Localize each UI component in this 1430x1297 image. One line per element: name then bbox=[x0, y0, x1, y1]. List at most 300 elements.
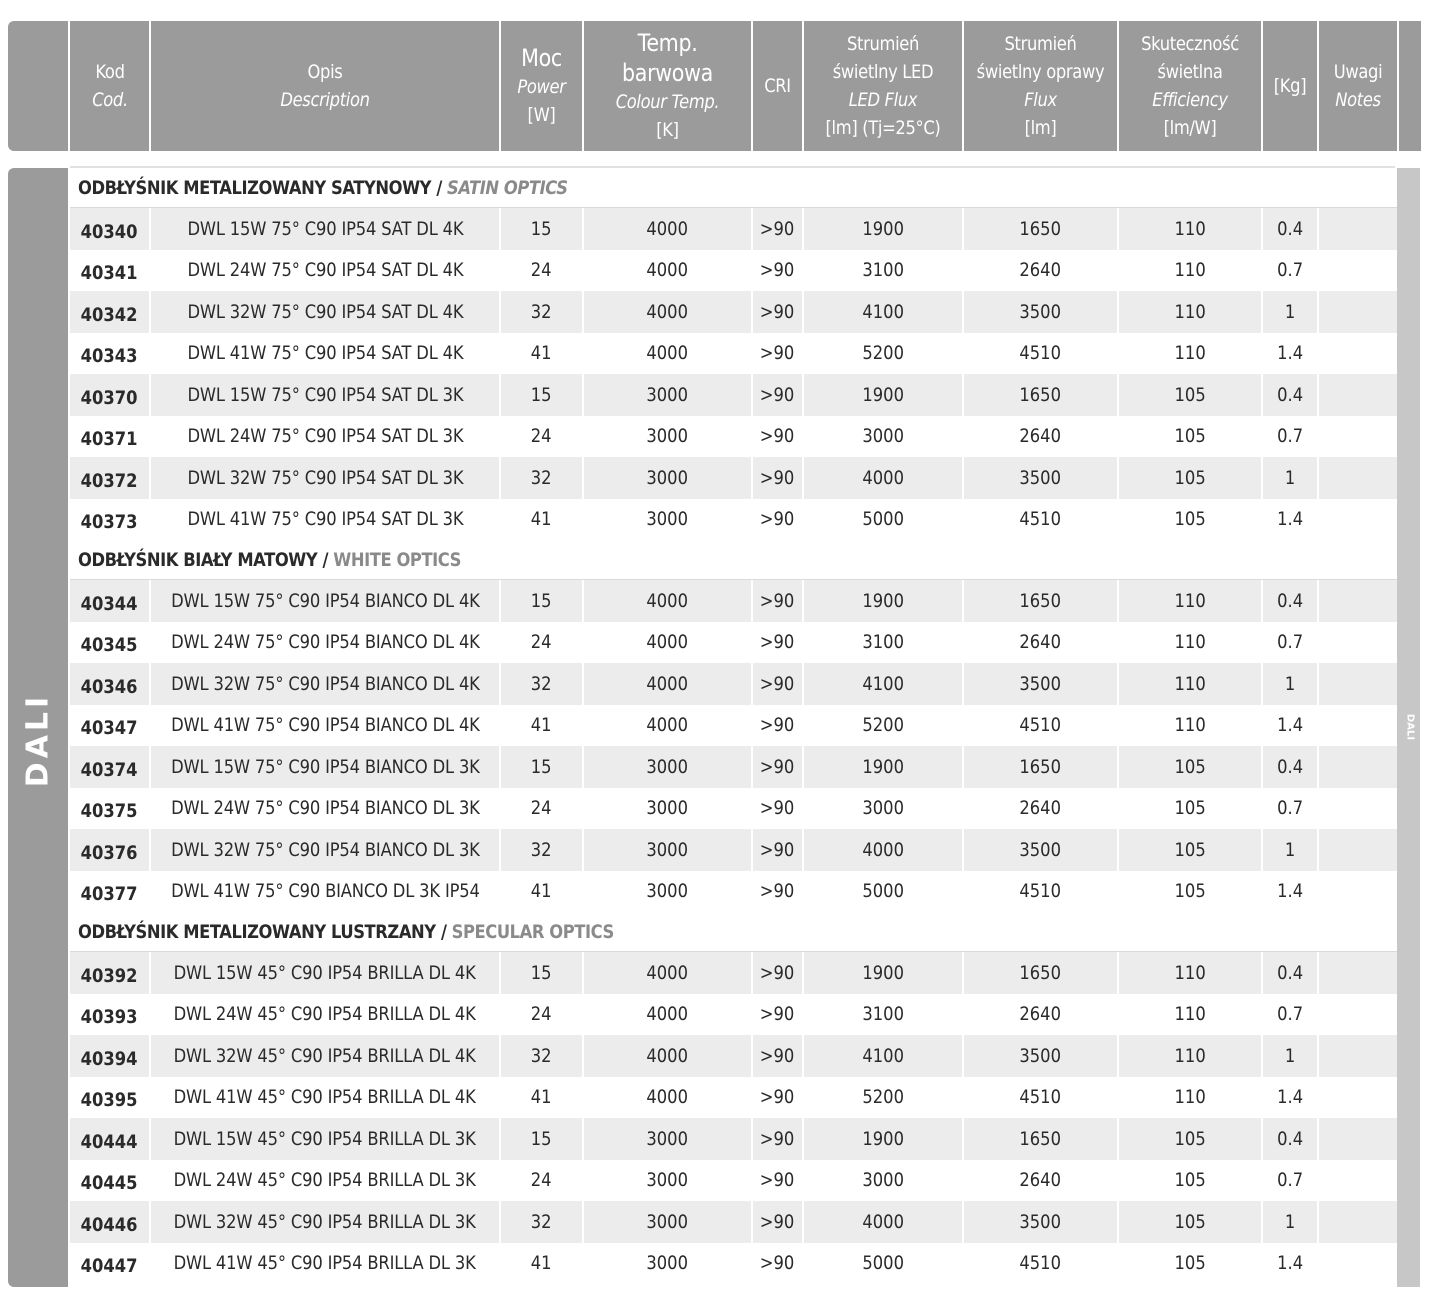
column-divider bbox=[1317, 250, 1319, 292]
cell-notes bbox=[1319, 457, 1397, 499]
column-divider bbox=[962, 457, 964, 499]
column-divider bbox=[149, 1201, 151, 1243]
column-divider bbox=[582, 746, 584, 788]
header-code-pl: Kod bbox=[95, 61, 125, 83]
cell-code bbox=[70, 705, 149, 747]
table-row bbox=[70, 1077, 1397, 1119]
column-divider bbox=[499, 746, 501, 788]
column-divider bbox=[1117, 1201, 1119, 1243]
column-divider bbox=[1261, 374, 1263, 416]
column-divider bbox=[1117, 1160, 1119, 1202]
cell-weight-text: 0.7 bbox=[1277, 797, 1303, 820]
column-divider bbox=[582, 1118, 584, 1160]
cell-description-text: DWL 15W 45° C90 IP54 BRILLA DL 3K bbox=[173, 1127, 477, 1150]
column-divider bbox=[751, 1160, 753, 1202]
column-divider bbox=[499, 994, 501, 1036]
cell-flux-text: 3500 bbox=[1019, 838, 1062, 861]
column-divider bbox=[1317, 1118, 1319, 1160]
cell-notes bbox=[1319, 333, 1397, 375]
column-divider bbox=[1117, 746, 1119, 788]
cell-code bbox=[70, 952, 149, 994]
section-title-pl: ODBŁYŚNIK METALIZOWANY LUSTRZANY / SPECULAR OPTICS bbox=[78, 920, 614, 943]
cell-efficiency-text: 105 bbox=[1174, 466, 1206, 489]
column-divider bbox=[149, 871, 151, 913]
cell-description bbox=[151, 374, 499, 416]
cell-flux bbox=[964, 1035, 1117, 1077]
cell-flux bbox=[964, 374, 1117, 416]
column-divider bbox=[962, 1243, 964, 1285]
cell-efficiency-text: 110 bbox=[1174, 1003, 1206, 1026]
column-divider bbox=[962, 705, 964, 747]
column-divider bbox=[1317, 1201, 1319, 1243]
cell-flux bbox=[964, 1201, 1117, 1243]
cell-colour-temp-text: 4000 bbox=[646, 342, 689, 365]
cell-flux-text: 4510 bbox=[1019, 1086, 1062, 1109]
cell-weight-text: 1 bbox=[1284, 838, 1296, 861]
cell-cri bbox=[753, 1118, 802, 1160]
column-divider bbox=[582, 1035, 584, 1077]
cell-power bbox=[501, 1160, 582, 1202]
cell-cri bbox=[753, 1035, 802, 1077]
column-divider bbox=[149, 1243, 151, 1285]
cell-power-text: 24 bbox=[531, 425, 552, 448]
cell-cri bbox=[753, 580, 802, 622]
cell-code bbox=[70, 994, 149, 1036]
header-colour-temp-pl: Temp. barwowa bbox=[622, 29, 713, 87]
cell-led-flux-text: 1900 bbox=[862, 961, 904, 984]
column-divider bbox=[1317, 416, 1319, 458]
cell-description-text: DWL 24W 75° C90 IP54 BIANCO DL 4K bbox=[170, 631, 480, 654]
cell-power-text: 24 bbox=[531, 1003, 552, 1026]
column-divider bbox=[962, 1118, 964, 1160]
column-divider bbox=[751, 1201, 753, 1243]
cell-flux bbox=[964, 291, 1117, 333]
cell-code-text: 40343 bbox=[81, 345, 138, 368]
column-divider bbox=[1317, 1243, 1319, 1285]
column-divider bbox=[149, 333, 151, 375]
cell-led-flux-text: 5200 bbox=[862, 1086, 904, 1109]
column-divider bbox=[1317, 663, 1319, 705]
cell-cri bbox=[753, 250, 802, 292]
cell-efficiency bbox=[1119, 1243, 1261, 1285]
cell-power-text: 32 bbox=[531, 466, 552, 489]
column-divider bbox=[1117, 952, 1119, 994]
cell-weight-text: 1 bbox=[1284, 672, 1296, 695]
cell-weight-text: 0.7 bbox=[1277, 1003, 1303, 1026]
table-row bbox=[70, 1243, 1397, 1285]
cell-led-flux bbox=[804, 829, 962, 871]
cell-flux bbox=[964, 333, 1117, 375]
cell-cri-text: >90 bbox=[760, 714, 795, 737]
column-divider bbox=[751, 952, 753, 994]
column-divider bbox=[802, 499, 804, 541]
cell-weight bbox=[1263, 994, 1317, 1036]
column-divider bbox=[802, 208, 804, 250]
header-efficiency-l1: Skuteczność bbox=[1141, 33, 1239, 55]
cell-efficiency bbox=[1119, 1118, 1261, 1160]
cell-efficiency bbox=[1119, 622, 1261, 664]
cell-colour-temp-text: 3000 bbox=[646, 880, 689, 903]
cell-flux-text: 1650 bbox=[1019, 755, 1062, 778]
cell-code-text: 40347 bbox=[81, 717, 138, 740]
cell-flux bbox=[964, 871, 1117, 913]
column-divider bbox=[1317, 1035, 1319, 1077]
table-row bbox=[70, 1118, 1397, 1160]
column-divider bbox=[802, 746, 804, 788]
cell-led-flux bbox=[804, 374, 962, 416]
cell-led-flux bbox=[804, 788, 962, 830]
header-colour-temp bbox=[596, 21, 740, 151]
cell-flux bbox=[964, 1077, 1117, 1119]
cell-efficiency-text: 110 bbox=[1174, 961, 1206, 984]
cell-power-text: 15 bbox=[531, 1127, 552, 1150]
cell-efficiency bbox=[1119, 829, 1261, 871]
cell-flux-text: 2640 bbox=[1019, 1169, 1062, 1192]
column-divider bbox=[149, 1160, 151, 1202]
column-divider bbox=[751, 1035, 753, 1077]
cell-code-text: 40374 bbox=[81, 758, 138, 781]
cell-flux-text: 2640 bbox=[1019, 425, 1062, 448]
cell-description-text: DWL 15W 45° C90 IP54 BRILLA DL 4K bbox=[173, 961, 477, 984]
header-fixture-flux-l2: świetlny oprawy bbox=[976, 61, 1105, 83]
header-description-pl: Opis bbox=[307, 61, 343, 83]
column-divider bbox=[962, 746, 964, 788]
cell-colour-temp-text: 3000 bbox=[646, 1210, 689, 1233]
cell-power bbox=[501, 457, 582, 499]
cell-weight-text: 1.4 bbox=[1277, 714, 1303, 737]
cell-description-text: DWL 41W 45° C90 IP54 BRILLA DL 4K bbox=[173, 1086, 477, 1109]
column-divider bbox=[149, 499, 151, 541]
column-divider bbox=[1117, 291, 1119, 333]
cell-cri bbox=[753, 746, 802, 788]
cell-cri bbox=[753, 1160, 802, 1202]
column-divider bbox=[1261, 829, 1263, 871]
section-header bbox=[70, 168, 1397, 208]
cell-description-text: DWL 32W 45° C90 IP54 BRILLA DL 3K bbox=[173, 1210, 477, 1233]
cell-cri-text: >90 bbox=[760, 508, 795, 531]
column-divider bbox=[751, 208, 753, 250]
table-row bbox=[70, 291, 1397, 333]
cell-efficiency bbox=[1119, 250, 1261, 292]
cell-weight bbox=[1263, 1035, 1317, 1077]
cell-cri-text: >90 bbox=[760, 1169, 795, 1192]
cell-led-flux-text: 1900 bbox=[862, 755, 904, 778]
column-divider bbox=[499, 952, 501, 994]
column-divider bbox=[1317, 829, 1319, 871]
column-divider bbox=[499, 580, 501, 622]
cell-code-text: 40340 bbox=[81, 220, 138, 243]
column-divider bbox=[1261, 994, 1263, 1036]
cell-power bbox=[501, 1201, 582, 1243]
cell-led-flux-text: 3100 bbox=[862, 259, 904, 282]
cell-cri bbox=[753, 622, 802, 664]
cell-efficiency bbox=[1119, 952, 1261, 994]
cell-code bbox=[70, 333, 149, 375]
cell-weight-text: 0.4 bbox=[1277, 961, 1303, 984]
cell-cri-text: >90 bbox=[760, 631, 795, 654]
column-divider bbox=[1261, 416, 1263, 458]
column-divider bbox=[751, 1118, 753, 1160]
cell-cri bbox=[753, 994, 802, 1036]
column-divider bbox=[1261, 580, 1263, 622]
header-led-flux bbox=[815, 21, 951, 151]
cell-efficiency bbox=[1119, 208, 1261, 250]
cell-cri-text: >90 bbox=[760, 300, 795, 323]
cell-flux bbox=[964, 705, 1117, 747]
column-divider bbox=[582, 663, 584, 705]
column-divider bbox=[582, 829, 584, 871]
cell-cri-text: >90 bbox=[760, 1127, 795, 1150]
cell-description-text: DWL 15W 75° C90 IP54 BIANCO DL 4K bbox=[170, 589, 480, 612]
cell-code bbox=[70, 1160, 149, 1202]
column-divider bbox=[751, 333, 753, 375]
header-divider bbox=[802, 21, 804, 151]
column-divider bbox=[582, 416, 584, 458]
header-notes bbox=[1324, 21, 1391, 151]
cell-code bbox=[70, 580, 149, 622]
column-divider bbox=[149, 291, 151, 333]
cell-colour-temp bbox=[584, 250, 751, 292]
cell-description bbox=[151, 994, 499, 1036]
cell-efficiency-text: 110 bbox=[1174, 342, 1206, 365]
column-divider bbox=[962, 622, 964, 664]
cell-description bbox=[151, 1035, 499, 1077]
cell-led-flux-text: 4000 bbox=[862, 1210, 904, 1233]
cell-cri-text: >90 bbox=[760, 672, 795, 695]
column-divider bbox=[802, 663, 804, 705]
cell-code-text: 40445 bbox=[81, 1172, 138, 1195]
cell-power bbox=[501, 580, 582, 622]
cell-power bbox=[501, 333, 582, 375]
column-divider bbox=[1261, 291, 1263, 333]
column-divider bbox=[149, 250, 151, 292]
cell-efficiency bbox=[1119, 374, 1261, 416]
cell-cri-text: >90 bbox=[760, 1086, 795, 1109]
cell-weight bbox=[1263, 1201, 1317, 1243]
cell-power-text: 41 bbox=[531, 342, 552, 365]
cell-cri bbox=[753, 829, 802, 871]
cell-code bbox=[70, 663, 149, 705]
cell-notes bbox=[1319, 705, 1397, 747]
column-divider bbox=[1261, 1077, 1263, 1119]
header-notes-pl: Uwagi bbox=[1333, 61, 1383, 83]
column-divider bbox=[499, 333, 501, 375]
cell-colour-temp-text: 3000 bbox=[646, 838, 689, 861]
cell-code-text: 40393 bbox=[81, 1006, 138, 1029]
cell-description bbox=[151, 333, 499, 375]
cell-led-flux-text: 4000 bbox=[862, 838, 904, 861]
cell-weight bbox=[1263, 499, 1317, 541]
column-divider bbox=[1317, 952, 1319, 994]
column-divider bbox=[751, 374, 753, 416]
cell-colour-temp bbox=[584, 208, 751, 250]
cell-cri bbox=[753, 374, 802, 416]
cell-power bbox=[501, 1243, 582, 1285]
column-divider bbox=[802, 705, 804, 747]
cell-description-text: DWL 32W 75° C90 IP54 SAT DL 3K bbox=[187, 466, 463, 489]
column-divider bbox=[582, 952, 584, 994]
column-divider bbox=[1317, 291, 1319, 333]
header-divider bbox=[68, 21, 70, 151]
cell-notes bbox=[1319, 1201, 1397, 1243]
cell-led-flux-text: 1900 bbox=[862, 383, 904, 406]
cell-led-flux-text: 1900 bbox=[862, 589, 904, 612]
cell-led-flux bbox=[804, 622, 962, 664]
table-row bbox=[70, 663, 1397, 705]
column-divider bbox=[1117, 457, 1119, 499]
cell-weight bbox=[1263, 374, 1317, 416]
column-divider bbox=[1317, 1160, 1319, 1202]
cell-power-text: 32 bbox=[531, 838, 552, 861]
header-led-flux-en: LED Flux bbox=[848, 89, 918, 111]
cell-led-flux bbox=[804, 580, 962, 622]
cell-description-text: DWL 41W 75° C90 IP54 SAT DL 4K bbox=[187, 342, 463, 365]
cell-code bbox=[70, 788, 149, 830]
cell-notes bbox=[1319, 580, 1397, 622]
cell-description-text: DWL 32W 75° C90 IP54 BIANCO DL 3K bbox=[170, 838, 480, 861]
cell-efficiency-text: 105 bbox=[1174, 838, 1206, 861]
cell-cri-text: >90 bbox=[760, 797, 795, 820]
column-divider bbox=[802, 871, 804, 913]
cell-weight-text: 0.7 bbox=[1277, 631, 1303, 654]
cell-flux-text: 2640 bbox=[1019, 1003, 1062, 1026]
cell-notes bbox=[1319, 250, 1397, 292]
header-divider bbox=[962, 21, 964, 151]
cell-led-flux bbox=[804, 1160, 962, 1202]
cell-weight bbox=[1263, 1243, 1317, 1285]
cell-flux-text: 1650 bbox=[1019, 1127, 1062, 1150]
cell-cri bbox=[753, 1243, 802, 1285]
column-divider bbox=[1117, 1035, 1119, 1077]
column-divider bbox=[802, 1201, 804, 1243]
cell-code bbox=[70, 1243, 149, 1285]
cell-efficiency bbox=[1119, 705, 1261, 747]
header-colour-temp-en: Colour Temp. bbox=[615, 91, 720, 113]
cell-weight bbox=[1263, 291, 1317, 333]
cell-weight bbox=[1263, 1160, 1317, 1202]
cell-cri bbox=[753, 952, 802, 994]
cell-flux bbox=[964, 746, 1117, 788]
column-divider bbox=[499, 457, 501, 499]
cell-code bbox=[70, 1201, 149, 1243]
column-divider bbox=[962, 663, 964, 705]
column-divider bbox=[802, 1160, 804, 1202]
column-divider bbox=[1117, 663, 1119, 705]
cell-description-text: DWL 41W 45° C90 IP54 BRILLA DL 3K bbox=[173, 1252, 477, 1275]
cell-weight bbox=[1263, 457, 1317, 499]
header-power-unit: [W] bbox=[527, 104, 556, 126]
cell-colour-temp bbox=[584, 1201, 751, 1243]
cell-colour-temp-text: 3000 bbox=[646, 383, 689, 406]
cell-description bbox=[151, 871, 499, 913]
table-row bbox=[70, 871, 1397, 913]
column-divider bbox=[751, 291, 753, 333]
cell-code bbox=[70, 871, 149, 913]
cell-description bbox=[151, 1118, 499, 1160]
cell-code-text: 40394 bbox=[81, 1047, 138, 1070]
column-divider bbox=[962, 994, 964, 1036]
column-divider bbox=[1117, 208, 1119, 250]
column-divider bbox=[149, 622, 151, 664]
column-divider bbox=[1261, 788, 1263, 830]
cell-weight-text: 0.4 bbox=[1277, 383, 1303, 406]
column-divider bbox=[962, 1160, 964, 1202]
cell-colour-temp-text: 3000 bbox=[646, 466, 689, 489]
cell-power bbox=[501, 499, 582, 541]
cell-cri-text: >90 bbox=[760, 466, 795, 489]
column-divider bbox=[1261, 952, 1263, 994]
column-divider bbox=[1261, 333, 1263, 375]
cell-led-flux-text: 3000 bbox=[862, 797, 904, 820]
header-divider bbox=[1117, 21, 1119, 151]
cell-weight bbox=[1263, 333, 1317, 375]
cell-power bbox=[501, 291, 582, 333]
cell-led-flux bbox=[804, 333, 962, 375]
column-divider bbox=[1261, 208, 1263, 250]
cell-led-flux bbox=[804, 1201, 962, 1243]
cell-led-flux bbox=[804, 250, 962, 292]
cell-notes bbox=[1319, 291, 1397, 333]
header-weight bbox=[1267, 21, 1313, 151]
cell-efficiency-text: 105 bbox=[1174, 880, 1206, 903]
column-divider bbox=[962, 374, 964, 416]
column-divider bbox=[1117, 1118, 1119, 1160]
cell-power-text: 15 bbox=[531, 217, 552, 240]
column-divider bbox=[962, 871, 964, 913]
column-divider bbox=[149, 1077, 151, 1119]
cell-description-text: DWL 24W 75° C90 IP54 SAT DL 3K bbox=[187, 425, 463, 448]
column-divider bbox=[802, 952, 804, 994]
cell-flux-text: 4510 bbox=[1019, 508, 1062, 531]
column-divider bbox=[1117, 829, 1119, 871]
column-divider bbox=[149, 416, 151, 458]
column-divider bbox=[962, 291, 964, 333]
cell-colour-temp-text: 4000 bbox=[646, 631, 689, 654]
cell-led-flux bbox=[804, 499, 962, 541]
cell-cri-text: >90 bbox=[760, 425, 795, 448]
column-divider bbox=[751, 580, 753, 622]
cell-led-flux-text: 3000 bbox=[862, 425, 904, 448]
cell-power-text: 32 bbox=[531, 1044, 552, 1067]
cell-led-flux bbox=[804, 746, 962, 788]
column-divider bbox=[751, 829, 753, 871]
column-divider bbox=[149, 994, 151, 1036]
cell-weight-text: 0.4 bbox=[1277, 589, 1303, 612]
cell-cri bbox=[753, 1077, 802, 1119]
cell-flux bbox=[964, 457, 1117, 499]
cell-notes bbox=[1319, 1118, 1397, 1160]
cell-power-text: 24 bbox=[531, 797, 552, 820]
cell-power-text: 24 bbox=[531, 259, 552, 282]
column-divider bbox=[1317, 622, 1319, 664]
cell-description bbox=[151, 208, 499, 250]
cell-led-flux bbox=[804, 952, 962, 994]
cell-power-text: 15 bbox=[531, 589, 552, 612]
cell-description-text: DWL 32W 75° C90 IP54 SAT DL 4K bbox=[187, 300, 463, 323]
cell-cri bbox=[753, 1201, 802, 1243]
column-divider bbox=[1261, 1243, 1263, 1285]
cell-notes bbox=[1319, 829, 1397, 871]
cell-colour-temp bbox=[584, 499, 751, 541]
cell-flux-text: 2640 bbox=[1019, 797, 1062, 820]
header-divider bbox=[149, 21, 151, 151]
cell-colour-temp-text: 3000 bbox=[646, 425, 689, 448]
cell-description bbox=[151, 416, 499, 458]
cell-notes bbox=[1319, 622, 1397, 664]
table-row bbox=[70, 746, 1397, 788]
column-divider bbox=[582, 457, 584, 499]
cell-description bbox=[151, 457, 499, 499]
